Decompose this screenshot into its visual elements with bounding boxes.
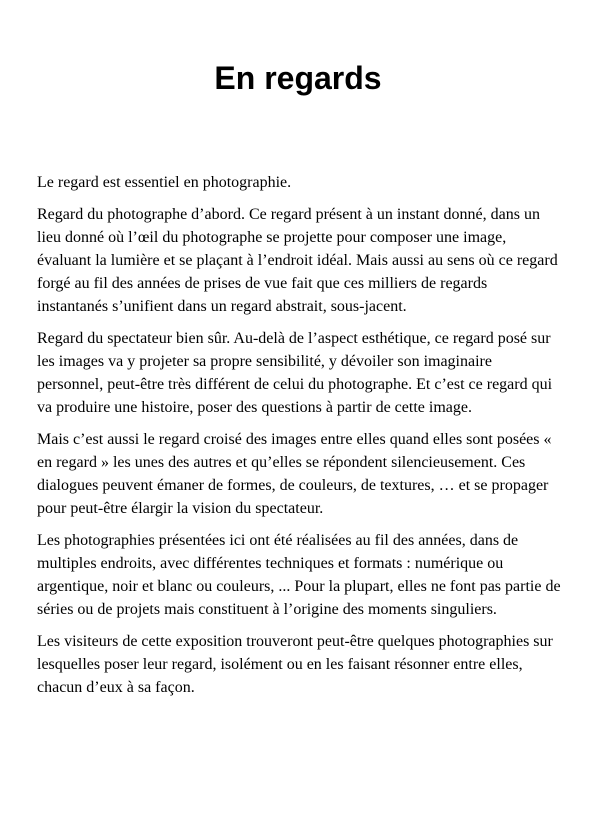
paragraph-crossed-gaze: Mais c’est aussi le regard croisé des images entre elles quand elles sont posées « en regard » les unes des autres et qu’elles se répondent silencieusement. Ces dialogues peuvent émaner de formes, de couleurs, de textures, … et se propager pour peut-être élargir la vision du spectateur.	[37, 431, 552, 517]
page-title: En regards	[214, 60, 382, 96]
paragraph-intro: Le regard est essentiel en photographie.	[37, 174, 292, 191]
paragraph-photographs: Les photographies présentées ici ont été réalisées au fil des années, dans de multiples endroits, avec différentes techniques et formats : numérique ou argentique, noir et blanc ou couleurs, ... Pour la plupart, elles ne font pas partie de séries ou de projets mais constituent à l’origine des moments singuliers.	[37, 532, 561, 618]
document-body	[37, 171, 561, 708]
paragraph-spectator: Regard du spectateur bien sûr. Au-delà de l’aspect esthétique, ce regard posé sur les images va y projeter sa propre sensibilité, y dévoiler son imaginaire personnel, peut-être très différent de celui du photographe. Et c’est ce regard qui va produire une histoire, poser des questions à partir de cette image.	[37, 330, 553, 416]
paragraph-visitors: Les visiteurs de cette exposition trouveront peut-être quelques photographies sur lesquelles poser leur regard, isolément ou en les faisant résonner entre elles, chacun d’eux à sa façon.	[37, 633, 553, 696]
paragraph-photographer: Regard du photographe d’abord. Ce regard présent à un instant donné, dans un lieu donné où l’œil du photographe se projette pour composer une image, évaluant la lumière et se plaçant à l’endroit idéal. Mais aussi au sens où ce regard forgé au fil des années de prises de vue fait que ces milliers de regards instantanés s’unifient dans un regard abstrait, sous-jacent.	[37, 206, 558, 315]
